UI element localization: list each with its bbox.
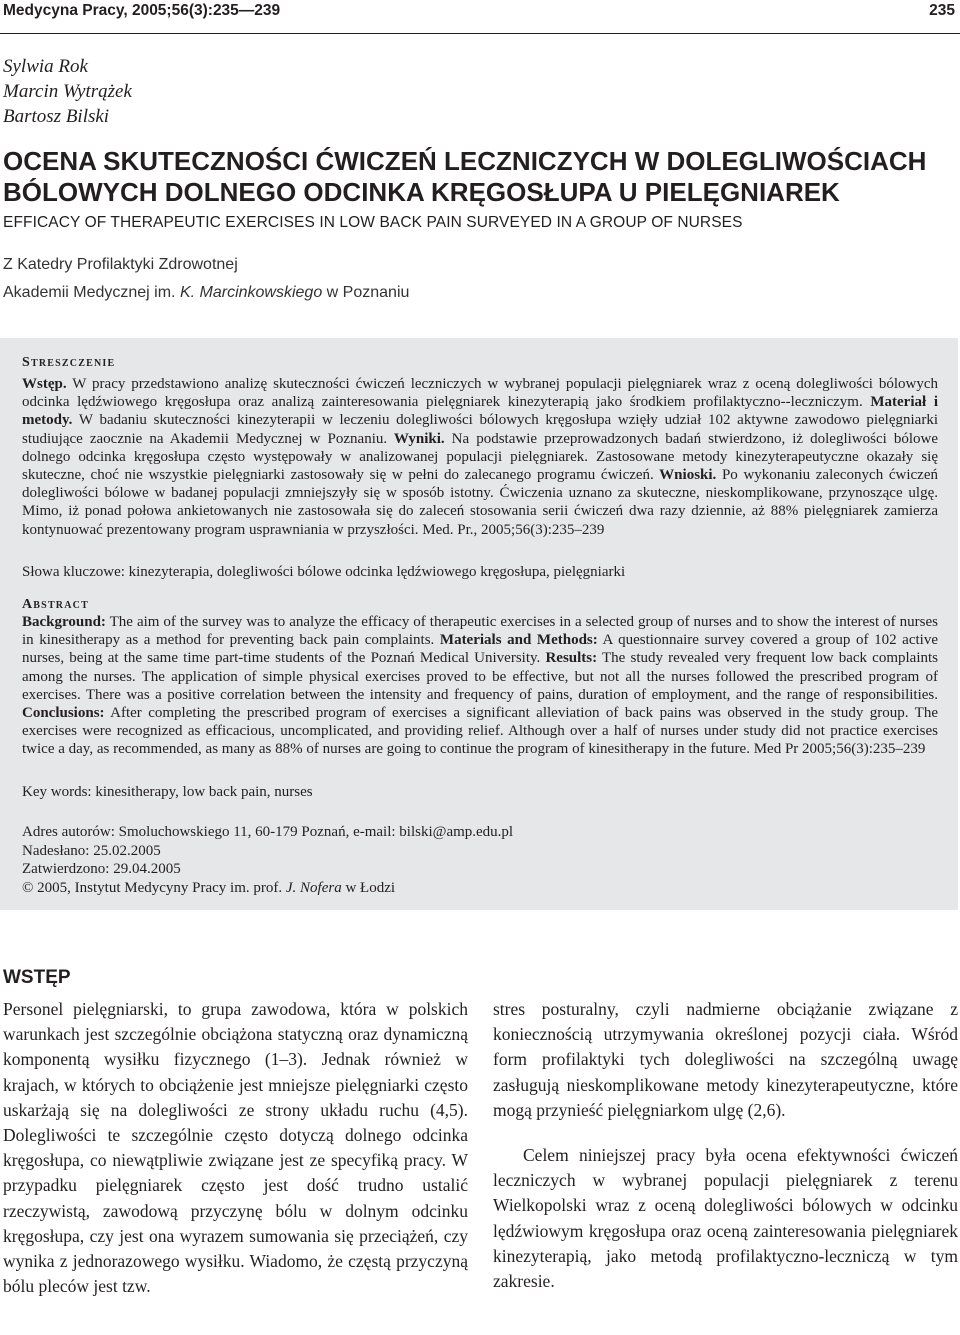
approved-date: Zatwierdzono: 29.04.2005 (22, 861, 181, 877)
wnioski-text: Po wykonaniu zaleconych ćwiczeń dolegliwości bólowe w badanej populacji zmniejszyły się w sposób istotny. Ćwiczenia uznano za skuteczne, nieskomplikowane, przynoszące ulgę. Mimo, iż ponad połowa ankietowanych nie zastosowała się do zaleceń stosowania serii ćwiczeń dwa razy dziennie, aż 88% pielęgniarek zamierza kontynuować prezentowany program usprawniania w przyszłości. Med. Pr., 2005;56(3):235–239 (22, 467, 939, 538)
streszczenie-heading: Streszczenie (22, 355, 116, 370)
copyright-patron: J. Nofera (285, 879, 342, 896)
header-rule (0, 33, 960, 34)
body-column-right (493, 997, 958, 1294)
title-polish (3, 146, 926, 208)
correspondence-block (22, 823, 513, 897)
author-name: Bartosz Bilski (3, 106, 110, 127)
wstep-text: W pracy przedstawiono analizę skuteczności ćwiczeń leczniczych w wybranej populacji pielęgniarek wraz z oceną dolegliwości bólowych odcinka lędźwiowego kręgosłupa oraz analizą zainteresowania pielęgniarek kinezyterapią jako środkiem profilaktyczno--leczniczym. (22, 376, 938, 411)
affiliation-patron: K. Marcinkowskiego (179, 284, 323, 301)
abstract-box (0, 338, 958, 910)
affiliation-line-2 (3, 279, 409, 307)
section-heading-wstep: WSTĘP (3, 967, 71, 988)
wstep-label: Wstęp. (22, 376, 67, 392)
body-paragraph: stres posturalny, czyli nadmierne obciążanie związane z koniecznością utrzymywania określonej pozycji ciała. Wśród form profilaktyki tych dolegliwości na szczególną uwagę zasługują nieskomplikowane metody kinezyterapeutyczne, które mogą przynieść pielęgniarkom ulgę (2,6). (493, 999, 958, 1120)
copyright-text: © 2005, Instytut Medycyny Pracy im. prof. (22, 879, 286, 896)
material-text: W badaniu skuteczności kinezyterapii w leczeniu dolegliwości bólowych kręgosłupa wzięły udział 102 aktywne zawodowo pielęgniarki studiujące zaocznie na Akademii Medycznej w Poznaniu. (22, 412, 938, 447)
results-text: The study revealed very frequent low back complaints among the nurses. The application of simple physical exercises proved to be effective, but not all the nurses followed the prescribed program of exercises. There was a positive correlation between the intensity and frequency of pains, duration of employment, and the range of responsibilities. (22, 650, 938, 703)
author-list (3, 54, 132, 129)
affiliation-line-1: Z Katedry Profilaktyki Zdrowotnej (3, 256, 238, 273)
streszczenie-text (22, 375, 938, 539)
journal-citation: Medycyna Pracy, 2005;56(3):235—239 (3, 2, 281, 19)
body-paragraph: Personel pielęgniarski, to grupa zawodowa, która w polskich warunkach jest szczególnie obciążona statyczną oraz dynamiczną komponentą wysiłku fizycznego (1–3). Jednak również w krajach, w których to obciążenie jest mniejsze pielęgniarki często uskarżają się na dolegliwości ze strony układu ruchu (4,5). Dolegliwości te szczególnie często dotyczą dolnego odcinka kręgosłupa, co niewątpliwie związane jest ze specyfiką pracy. W przypadku pielęgniarek często jest dość trudno ustalić rzeczywistą, zawodową przyczynę bólu w dolnym odcinku kręgosłupa, czy jest ona wyrazem sumowania się przeciążeń, czy wynika z jednorazowego wysiłku. Wiadomo, że częstą przyczyną bólu pleców jest tzw. (3, 999, 468, 1297)
affiliation-city: w Poznaniu (322, 284, 410, 301)
background-label: Background: (22, 614, 106, 630)
page-number: 235 (929, 2, 955, 19)
abstract-keywords: Key words: kinesitherapy, low back pain, nurses (22, 784, 313, 800)
author-name: Marcin Wytrążek (3, 81, 132, 102)
results-label: Results: (540, 650, 598, 667)
copyright-city: w Łodzi (341, 879, 396, 896)
wyniki-label: Wyniki. (387, 430, 445, 447)
wnioski-label: Wnioski. (653, 467, 717, 484)
affiliation (3, 251, 409, 307)
author-name: Sylwia Rok (3, 56, 88, 77)
wyniki-text: Na podstawie przeprowadzonych badań stwierdzono, iż dolegliwości bólowe dolnego odcinka kręgosłupa często występowały w analizowanej populacji pielęgniarek. Zastosowane metody kinezyterapeutyczne okazały się skuteczne, choć nie wszystkie pielęgniarki zastosowały się w pełni do zalecanego programu ćwiczeń. (22, 430, 938, 484)
conclusions-label: Conclusions: (22, 705, 105, 722)
title-polish-line: OCENA SKUTECZNOŚCI ĆWICZEŃ LECZNICZYCH W DOLEGLIWOŚCIACH (3, 146, 927, 176)
conclusions-text: After completing the prescribed program of exercises a significant alleviation of back pains was observed in the study group. The exercises were recognized as efficacious, uncomplicated, and providing relief. Although over a half of nurses under study did not practice exercises twice a day, as recommended, as many as 88% of nurses are going to continue the program of kinesitherapy in the future. Med Pr 2005;56(3):235–239 (22, 705, 938, 758)
methods-text: A questionnaire survey covered a group of 102 active nurses, being at the same time part-time students of the Poznań Medical University. (22, 632, 938, 667)
background-text: The aim of the survey was to analyze the efficacy of therapeutic exercises in a selected group of nurses and to show the interest of nurses in kinesitherapy as a method for preventing back pain complaints. (22, 614, 938, 649)
copyright-line (22, 879, 513, 898)
methods-label: Materials and Methods: (434, 632, 598, 649)
title-polish-line: BÓLOWYCH DOLNEGO ODCINKA KRĘGOSŁUPA U PIELĘGNIAREK (3, 177, 840, 207)
material-label: Materiał i metody. (22, 394, 938, 429)
correspondence-address: Adres autorów: Smoluchowskiego 11, 60-179 Poznań, e-mail: bilski@amp.edu.pl (22, 824, 514, 840)
affiliation-text: Akademii Medycznej im. (3, 284, 180, 301)
body-column-left (3, 997, 468, 1299)
abstract-heading: Abstract (22, 597, 89, 612)
abstract-text (22, 613, 938, 759)
body-paragraph: Celem niniejszej pracy była ocena efektywności ćwiczeń leczniczych w wybranej populacji pielęgniarek z terenu Wielkopolski wraz z oceną dolegliwości bólowych w odcinku lędźwiowym kręgosłupa oraz oceną zainteresowania pielęgniarek kinezyterapią, jako metodą profilaktyczno-leczniczą w tym zakresie. (493, 1145, 958, 1292)
received-date: Nadesłano: 25.02.2005 (22, 842, 161, 859)
title-english: EFFICACY OF THERAPEUTIC EXERCISES IN LOW BACK PAIN SURVEYED IN A GROUP OF NURSES (3, 214, 743, 231)
streszczenie-keywords: Słowa kluczowe: kinezyterapia, dolegliwości bólowe odcinka lędźwiowego kręgosłupa, pielęgniarki (22, 564, 626, 580)
